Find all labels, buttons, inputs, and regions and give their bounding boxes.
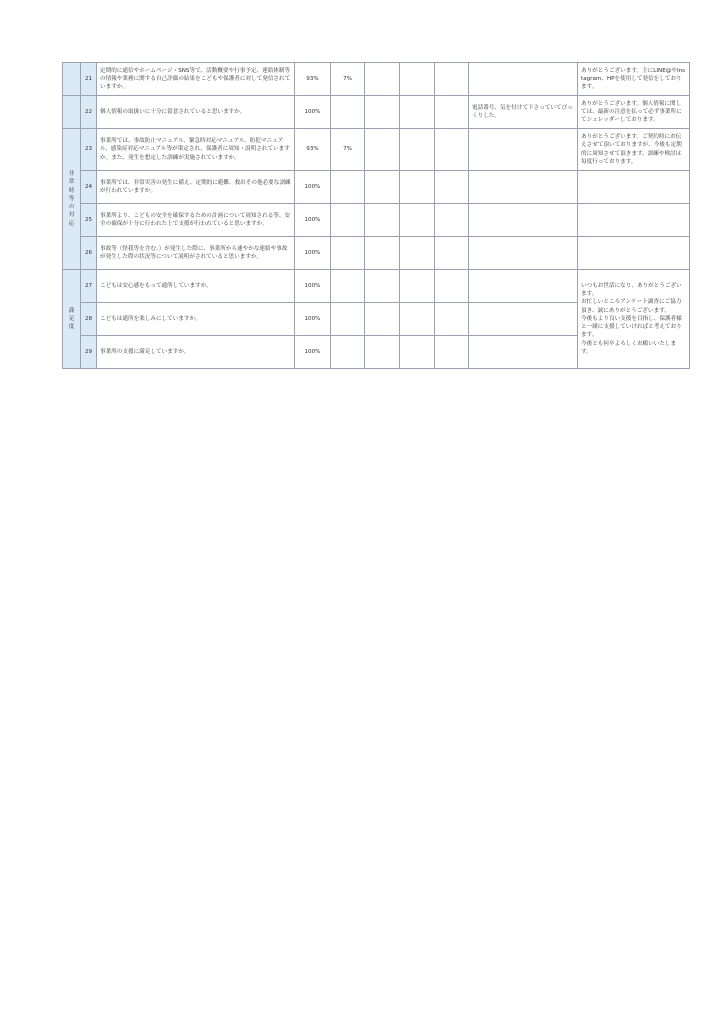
question-text: 事業所の支援に満足していますか。 <box>97 336 295 369</box>
dont-know-percent <box>331 204 365 237</box>
empty-cell <box>435 303 469 336</box>
question-number: 23 <box>81 129 97 171</box>
question-text: 事故等（怪我等を含む。）が発生した際に、事業所から速やかな連絡や事故が発生した際の状況等について説明がされていると思いますか。 <box>97 237 295 270</box>
empty-cell <box>400 303 435 336</box>
facility-reply <box>578 171 690 204</box>
table-row <box>63 96 690 129</box>
parent-comment <box>469 336 578 369</box>
yes-percent: 100% <box>295 204 331 237</box>
empty-cell <box>400 129 435 171</box>
yes-percent: 100% <box>295 96 331 129</box>
category-cell-continued <box>63 63 81 96</box>
yes-percent: 100% <box>295 237 331 270</box>
empty-cell <box>400 171 435 204</box>
question-text: 定期的に通信やホームページ・SNS等で、活動概要や行事予定、連絡体制等の情報や業務に関する自己評価の結果をこどもや保護者に対して発信されていますか。 <box>97 63 295 96</box>
dont-know-percent: 7% <box>331 129 365 171</box>
reply-line: 今後とも何卒よろしくお願いいたします。 <box>581 340 677 355</box>
empty-cell <box>435 237 469 270</box>
yes-percent: 100% <box>295 303 331 336</box>
survey-results-table <box>62 62 690 369</box>
empty-cell <box>400 270 435 303</box>
category-cell-continued <box>63 96 81 129</box>
yes-percent: 100% <box>295 336 331 369</box>
empty-cell <box>365 129 400 171</box>
question-text: 個人情報の取扱いに十分に留意されていると思いますか。 <box>97 96 295 129</box>
parent-comment <box>469 204 578 237</box>
parent-comment <box>469 63 578 96</box>
category-label: 満 足 度 <box>68 307 75 331</box>
empty-cell <box>365 171 400 204</box>
question-text: 事業所より、こどもの安全を確保するための計画について周知される等、安全の確保が十分に行われた上で支援が行われていると思いますか。 <box>97 204 295 237</box>
dont-know-percent <box>331 303 365 336</box>
category-label: 非 常 時 等 の 対 応 <box>68 171 75 227</box>
question-text: こどもは通所を楽しみにしていますか。 <box>97 303 295 336</box>
yes-percent: 93% <box>295 63 331 96</box>
category-emergency <box>63 129 81 270</box>
parent-comment <box>469 270 578 303</box>
parent-comment <box>469 171 578 204</box>
empty-cell <box>400 336 435 369</box>
question-number: 22 <box>81 96 97 129</box>
empty-cell <box>435 336 469 369</box>
table-row <box>63 171 690 204</box>
question-number: 28 <box>81 303 97 336</box>
dont-know-percent: 7% <box>331 63 365 96</box>
table-row <box>63 129 690 171</box>
table-row <box>63 237 690 270</box>
empty-cell <box>400 204 435 237</box>
facility-reply: ありがとうございます。主にLINE@やInstagram、HPを使用して発信をしております。 <box>578 63 690 96</box>
empty-cell <box>400 96 435 129</box>
empty-cell <box>435 129 469 171</box>
dont-know-percent <box>331 96 365 129</box>
empty-cell <box>365 336 400 369</box>
table-row <box>63 63 690 96</box>
parent-comment <box>469 129 578 171</box>
dont-know-percent <box>331 171 365 204</box>
empty-cell <box>400 63 435 96</box>
empty-cell <box>365 204 400 237</box>
empty-cell <box>365 270 400 303</box>
dont-know-percent <box>331 237 365 270</box>
facility-reply: ありがとうございます。個人情報に関しては、最新の注意を払って必ず事業所にてシュレッダーしております。 <box>578 96 690 129</box>
empty-cell <box>435 171 469 204</box>
question-text: こどもは安心感をもって通所していますか。 <box>97 270 295 303</box>
question-number: 27 <box>81 270 97 303</box>
dont-know-percent <box>331 270 365 303</box>
parent-comment <box>469 237 578 270</box>
empty-cell <box>400 237 435 270</box>
facility-reply <box>578 237 690 270</box>
yes-percent: 100% <box>295 171 331 204</box>
table-row <box>63 270 690 303</box>
question-number: 24 <box>81 171 97 204</box>
question-text: 事業所では、事故防止マニュアル、緊急時対応マニュアル、防犯マニュアル、感染症対応マニュアル等が策定され、保護者に周知・説明されていますか。また、発生を想定した訓練が実施されていますか。 <box>97 129 295 171</box>
yes-percent: 100% <box>295 270 331 303</box>
empty-cell <box>435 63 469 96</box>
empty-cell <box>365 303 400 336</box>
reply-line: お忙しいところアンケート調査にご協力頂き、誠にありがとうございます。 <box>581 299 682 314</box>
question-text: 事業所では、非常災害の発生に備え、定期的に避難、救出その他必要な訓練が行われていますか。 <box>97 171 295 204</box>
category-satisfaction <box>63 270 81 369</box>
empty-cell <box>365 237 400 270</box>
parent-comment <box>469 303 578 336</box>
question-number: 26 <box>81 237 97 270</box>
reply-line: 今後もより良い支援を目指し、保護者様と一緒に支援していければと考えております。 <box>581 315 682 339</box>
empty-cell <box>435 204 469 237</box>
table-row <box>63 204 690 237</box>
empty-cell <box>365 96 400 129</box>
facility-reply <box>578 204 690 237</box>
reply-line: いつもお世話になり、ありがとうございます。 <box>581 283 682 298</box>
question-number: 21 <box>81 63 97 96</box>
yes-percent: 93% <box>295 129 331 171</box>
empty-cell <box>365 63 400 96</box>
question-number: 25 <box>81 204 97 237</box>
question-number: 29 <box>81 336 97 369</box>
facility-reply: ありがとうございます。ご契約時にお伝えさせて頂いておりますが、今後も定期的に周知させて頂きます。訓練や検討は毎度行っております。 <box>578 129 690 171</box>
empty-cell <box>435 96 469 129</box>
facility-reply-satisfaction <box>578 270 690 369</box>
empty-cell <box>435 270 469 303</box>
parent-comment: 電話番号、気を付けて下さっていてびっくりした。 <box>469 96 578 129</box>
dont-know-percent <box>331 336 365 369</box>
